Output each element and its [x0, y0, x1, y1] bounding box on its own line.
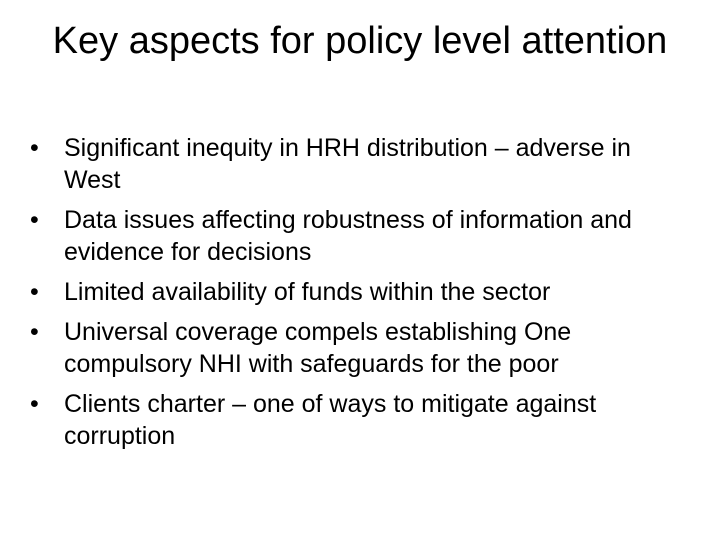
- bullet-text: Data issues affecting robustness of information and evidence for decisions: [64, 206, 632, 266]
- bullet-item: [30, 276, 670, 308]
- slide-title: Key aspects for policy level attention: [52, 20, 668, 62]
- bullet-text: Limited availability of funds within the sector: [64, 278, 551, 306]
- bullet-icon: •: [30, 278, 39, 306]
- bullet-item: [30, 132, 670, 196]
- bullet-icon: •: [30, 206, 39, 234]
- bullet-text: Significant inequity in HRH distribution – adverse in West: [64, 134, 631, 194]
- bullet-icon: •: [30, 390, 39, 418]
- bullet-text: Universal coverage compels establishing One compulsory NHI with safeguards for the poor: [64, 318, 572, 378]
- bullet-item: [30, 204, 670, 268]
- bullet-icon: •: [30, 318, 39, 346]
- bullet-list: [30, 132, 670, 460]
- bullet-item: [30, 388, 670, 452]
- bullet-item: [30, 316, 670, 380]
- bullet-text: Clients charter – one of ways to mitigate against corruption: [64, 390, 597, 450]
- bullet-icon: •: [30, 134, 39, 162]
